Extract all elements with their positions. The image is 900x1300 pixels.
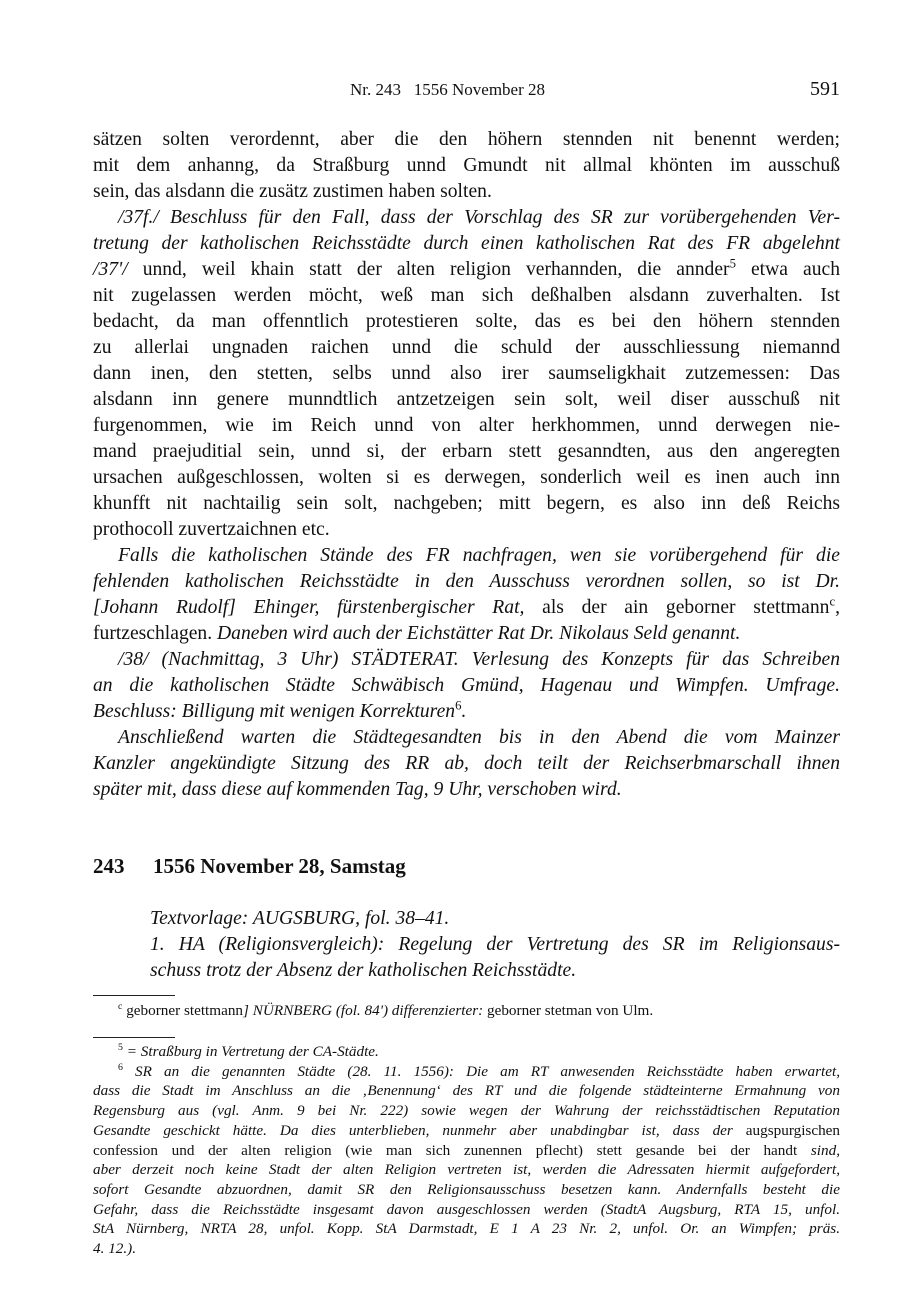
text-segment: furtzeschlagen. (93, 623, 218, 644)
text-segment: tretung der katholischen Reichsstädte durch einen katholischen Rat des FR abgelehnt (93, 233, 840, 254)
text-line (118, 1062, 840, 1082)
text-segment: 4. 12.). (93, 1240, 137, 1257)
text-segment: sein, das alsdann die zusätz zustimen haben solten. (93, 181, 492, 202)
text-segment: dann inen, den stetten, selbs unnd also irer saumseligkhait zutzemessen: Das (93, 363, 840, 384)
text-line (93, 1141, 840, 1161)
text-line (118, 205, 840, 231)
text-segment: fehlenden katholischen Reichsstädte in den Ausschuss verordnen sollen, so ist Dr. (93, 571, 840, 592)
text-segment: . (461, 701, 467, 722)
footnote-divider (93, 995, 175, 996)
text-segment: Regensburg aus (vgl. Anm. 9 bei Nr. 222) sowie wegen der Wahrung der reichsstädtischen Reputation (93, 1102, 840, 1120)
document-title: 1556 November 28, Samstag (153, 854, 406, 878)
text-segment: Beschluss: Billigung mit wenigen Korrekturen (93, 701, 456, 722)
text-line (93, 439, 840, 465)
text-segment: [Johann Rudolf] Ehinger, fürstenbergischer Rat, (93, 597, 525, 618)
text-line (93, 179, 840, 205)
document-number: 243 (93, 854, 125, 878)
text-line (93, 413, 840, 439)
text-line (93, 491, 840, 517)
source-line: 1. HA (Religionsvergleich): Regelung der Vertretung des SR im Religionsaus- (150, 934, 840, 955)
text-line (93, 283, 840, 309)
text-segment: bedacht, da man offenntlich protestieren solte, das es bei den höhern stennden (93, 311, 840, 332)
text-segment: nit zugelassen werden möcht, weß man sich deßhalben alsdann zuverhalten. Ist (93, 285, 840, 306)
text-segment: prothocoll zuvertzaichnen etc. (93, 519, 330, 540)
note-reference: 5 (729, 256, 736, 271)
text-segment: geborner stetman von Ulm. (483, 1002, 654, 1019)
page-number: 591 (810, 78, 840, 100)
text-segment: SR an die genannten Städte (28. 11. 1556): Die am RT anwesenden Reichsstädte haben erwartet, (122, 1062, 840, 1080)
text-line (118, 647, 840, 673)
text-line (118, 725, 840, 751)
text-segment: Falls die katholischen Stände des FR nachfragen, wen sie vorübergehend für die (118, 545, 840, 566)
text-line (93, 1239, 840, 1259)
text-line (93, 673, 840, 699)
text-segment: /37f./ Beschluss für den Fall, dass der Vorschlag des SR zur vorübergehenden Ver- (118, 207, 840, 228)
text-segment: später mit, dass diese auf kommenden Tag, 9 Uhr, verschoben wird. (93, 779, 622, 800)
text-line (93, 777, 840, 803)
source-line: Textvorlage: AUGSBURG, fol. 38–41. (150, 908, 450, 929)
running-title: Nr. 243 1556 November 28 (350, 80, 546, 99)
note-reference: 6 (455, 698, 462, 713)
text-segment: confession und der alten religion (wie man sich zunennen pflecht) stett gesande bei der handt (93, 1141, 811, 1159)
note-reference: c (829, 594, 836, 609)
text-segment: /37'/ (93, 259, 128, 280)
text-segment: Gesandte geschickt hätte. Da dies unterblieben, nunmehr aber unabdingbar ist, dass der (93, 1121, 733, 1139)
text-segment: zu allerlai ungnaden raichen unnd die schuld der ausschliessung niemannd (93, 337, 840, 358)
text-line (93, 361, 840, 387)
text-segment: etwa auch (735, 259, 840, 280)
text-segment: /38/ (Nachmittag, 3 Uhr) STÄDTERAT. Verlesung des Konzepts für das Schreiben (118, 649, 840, 670)
text-segment: geborner stettmann (122, 1002, 244, 1019)
text-line (93, 231, 840, 257)
text-line (93, 257, 840, 283)
text-segment: StA Nürnberg, NRTA 28, unfol. Kopp. StA Darmstadt, E 1 A 23 Nr. 2, unfol. Or. an Wimpfen; präs. (93, 1220, 840, 1238)
text-segment: Anschließend warten die Städtegesandten bis in den Abend die vom Mainzer (118, 727, 840, 748)
text-segment: Daneben wird auch der Eichstätter Rat Dr. Nikolaus Seld genannt. (217, 623, 741, 644)
text-segment: = Straßburg in Vertretung der CA-Städte. (122, 1043, 379, 1060)
text-line (93, 1200, 840, 1220)
text-line (93, 309, 840, 335)
text-segment: khunfft nit nachtailig sein solt, nachgeben; mitt begern, es also inn deß Reichs (93, 493, 840, 514)
source-line: schuss trotz der Absenz der katholischen Reichsstädte. (150, 960, 577, 981)
note-reference: c (118, 1000, 123, 1012)
text-line (93, 595, 840, 621)
text-segment: mit dem anhanng, da Straßburg unnd Gmundt nit allmal khönten im ausschuß (93, 155, 840, 176)
text-segment: dass die Stadt im Anschluss an die ‚Benennung‘ des RT und die folgende städteinterne Ermahnung von (93, 1082, 840, 1100)
text-segment: sofort Gesandte abzuordnen, damit SR den Religionsausschuss besetzen kann. Andernfalls besteht die (93, 1180, 840, 1198)
text-segment: mand praejuditial sein, unnd si, der erbarn stett gesanndten, aus den angeregten (93, 441, 840, 462)
note-reference: 5 (118, 1041, 123, 1053)
text-line (93, 1180, 840, 1200)
text-line (93, 335, 840, 361)
text-line (93, 699, 840, 725)
text-segment: Kanzler angekündigte Sitzung des RR ab, doch teilt der Reichserbmarschall ihnen (93, 753, 840, 774)
text-line (93, 517, 840, 543)
document-heading (93, 854, 406, 879)
text-line (93, 621, 840, 647)
text-line (118, 1042, 840, 1062)
text-segment: an die katholischen Städte Schwäbisch Gmünd, Hagenau und Wimpfen. Umfrage. (93, 675, 840, 696)
text-line (93, 127, 840, 153)
text-line (118, 1001, 840, 1021)
text-segment: ] NÜRNBERG (fol. 84') differenzierter: (243, 1002, 484, 1019)
text-segment: , (835, 597, 840, 618)
text-segment: sätzen solten verordennt, aber die den höhern stennden nit benennt werden; (93, 129, 840, 150)
text-line (93, 465, 840, 491)
text-line (93, 387, 840, 413)
text-line (93, 1101, 840, 1121)
text-line (93, 1121, 840, 1141)
text-line (93, 1160, 840, 1180)
text-segment: furgenommen, wie im Reich unnd von alter herkhommen, unnd derwegen nie- (93, 415, 840, 436)
text-segment: unnd, weil khain statt der alten religion verhannden, die annder (127, 259, 730, 280)
text-segment: ursachen außgeschlossen, wolten si es derwegen, sonderlich weil es inen auch inn (93, 467, 840, 488)
text-segment: sind, (810, 1141, 840, 1159)
text-segment: augspurgischen (732, 1121, 841, 1139)
text-segment: als der ain geborner stettmann (524, 597, 830, 618)
text-line (93, 569, 840, 595)
footnote-divider (93, 1037, 175, 1038)
text-segment: aber derzeit noch keine Stadt der alten Religion vertreten ist, werden die Adressaten hiermit aufgefordert, (93, 1161, 840, 1179)
text-segment: alsdann inn genere munndtlich antzetzeigen sein solt, weil diser ausschuß nit (93, 389, 840, 410)
text-line (93, 1219, 840, 1239)
text-line (93, 751, 840, 777)
text-line (93, 153, 840, 179)
text-line (93, 1081, 840, 1101)
note-reference: 6 (118, 1061, 123, 1073)
text-segment: Gefahr, dass die Reichsstädte insgesamt davon ausgeschlossen werden (StadtA Augsburg, RTA 15, unfol. (93, 1200, 840, 1218)
text-line (118, 543, 840, 569)
